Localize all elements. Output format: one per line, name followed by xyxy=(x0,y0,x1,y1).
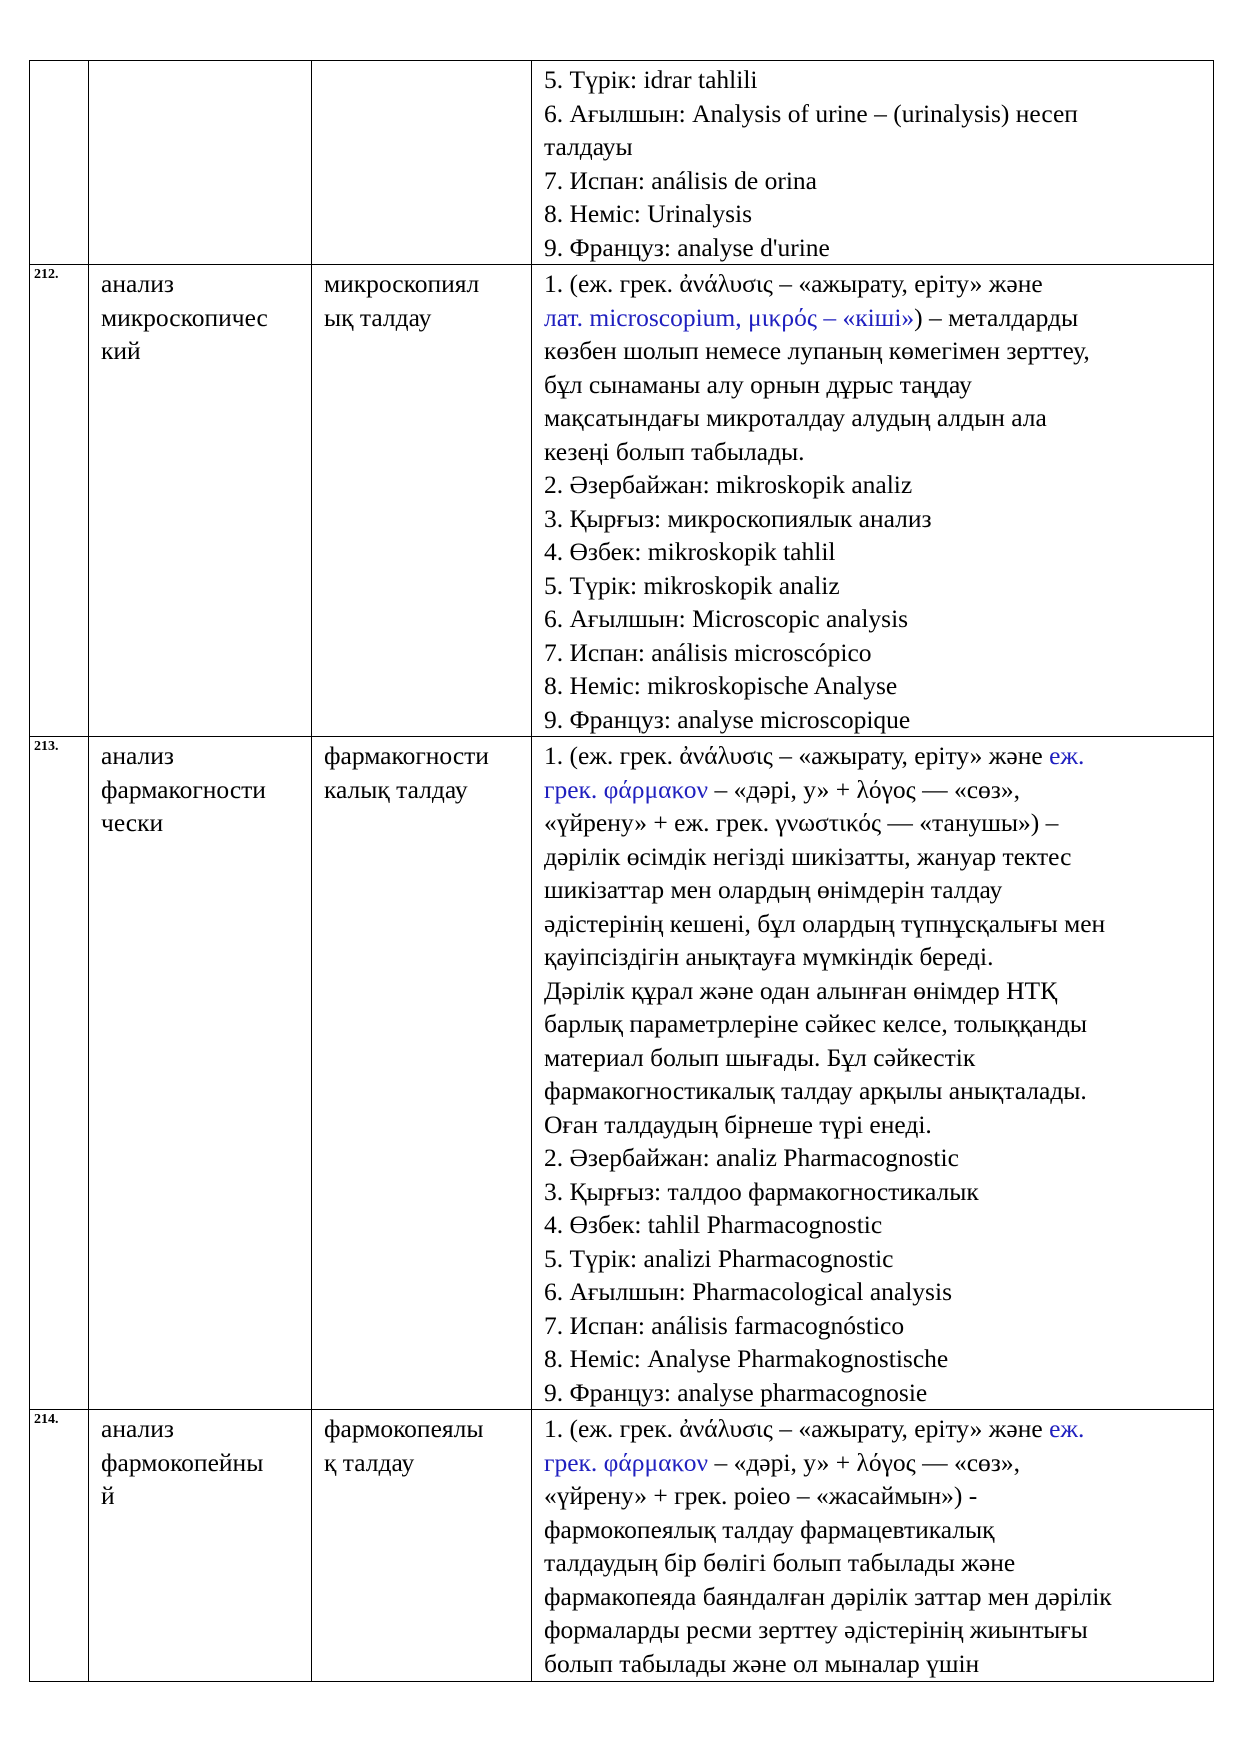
russian-term xyxy=(89,61,312,265)
russian-term-line: фармакогности xyxy=(101,774,266,804)
definition-line: шикізаттар мен олардың өнімдерін талдау xyxy=(544,875,1003,904)
definition-line: бұл сынаманы алу орнын дұрыс таңдау xyxy=(544,369,972,399)
definition-line: материал болып шығады. Бұл сәйкестік xyxy=(544,1042,976,1072)
definition-line: кезеңі болып табылады. xyxy=(544,436,805,466)
kazakh-term-line: калық талдау xyxy=(324,774,468,804)
definition-line: 8. Неміс: Analyse Pharmakognostische xyxy=(544,1344,949,1373)
definition-text: 1. (еж. грек. ἀνάλυσις – «ажырату, еріту» және xyxy=(544,1414,1050,1443)
etymology-link[interactable]: грек. φάρμακον xyxy=(544,774,709,804)
definition-line: 7. Испан: análisis de orina xyxy=(544,165,818,195)
definition-line: талдаудың бір бөлігі болып табылады және xyxy=(544,1548,1016,1577)
definition-line: 6. Ағылшын: Analysis of urine – (urinalysis) несеп xyxy=(544,98,1078,128)
definition-line: көзбен шолып немесе лупаның көмегімен зерттеу, xyxy=(544,336,1090,365)
table-row xyxy=(30,1410,1214,1682)
definition-line: 9. Француз: analyse microscopique xyxy=(544,704,911,734)
etymology-link[interactable]: еж. xyxy=(1049,1414,1085,1443)
russian-term xyxy=(89,737,312,1410)
kazakh-term xyxy=(312,737,532,1410)
definition-line: 5. Түрік: idrar tahlili xyxy=(544,65,758,94)
definition-line xyxy=(544,1446,1207,1480)
definition-line: 6. Ағылшын: Pharmacological analysis xyxy=(544,1277,952,1306)
definition-line: 3. Қырғыз: микроскопиялык анализ xyxy=(544,503,932,533)
definition-line: фармокопеялық талдау фармацевтикалық xyxy=(544,1514,995,1544)
russian-term-line: анализ xyxy=(101,741,174,770)
entry-number: 214. xyxy=(30,1410,89,1682)
definition-line: фармакогностикалық талдау арқылы анықталады. xyxy=(544,1076,1087,1105)
definition-text: – «дәрі, у» + λόγος — «сөз», xyxy=(708,1447,1020,1477)
russian-term-line: анализ xyxy=(101,269,174,298)
entry-number xyxy=(30,61,89,265)
definition-line: талдауы xyxy=(544,132,633,161)
russian-term-line: й xyxy=(101,1481,115,1510)
definition-line xyxy=(544,1412,1207,1446)
definition-line: дәрілік өсімдік негізді шикізатты, жануар тектес xyxy=(544,841,1072,871)
definition-line: «үйрену» + грек. poieo – «жасаймын») - xyxy=(544,1481,978,1510)
kazakh-term xyxy=(312,1410,532,1682)
definition-line: Дәрілік құрал және одан алынған өнімдер НТҚ xyxy=(544,975,1058,1005)
kazakh-term-line: фармокопеялы xyxy=(324,1414,484,1443)
definition-line: «үйрену» + еж. грек. γνωστικός — «танушы») – xyxy=(544,808,1059,837)
etymology-link[interactable]: еж. xyxy=(1049,741,1085,770)
russian-term xyxy=(89,1410,312,1682)
definition-line: 3. Қырғыз: талдоо фармакогностикалык xyxy=(544,1176,979,1206)
russian-term-line: микроскопичес xyxy=(101,302,268,332)
russian-term-line: анализ xyxy=(101,1414,174,1443)
definition-line: фармакопеяда баяндалған дәрілік заттар мен дәрілік xyxy=(544,1581,1112,1611)
definition-line: 2. Әзербайжан: analiz Pharmacognostic xyxy=(544,1143,959,1172)
definition-line: 5. Түрік: analizi Pharmacognostic xyxy=(544,1243,894,1273)
definition-text: ) – металдарды xyxy=(914,302,1079,332)
definition-line: қауіпсіздігін анықтауға мүмкіндік береді. xyxy=(544,942,994,971)
russian-term-line: кий xyxy=(101,336,141,365)
kazakh-term-line: ық талдау xyxy=(324,302,432,332)
definition-line: 8. Неміс: mikroskopische Analyse xyxy=(544,671,898,700)
definition-line: әдістерінің кешені, бұл олардың түпнұсқалығы мен xyxy=(544,908,1106,938)
definition-line: 9. Француз: analyse pharmacognosie xyxy=(544,1377,928,1407)
definition-line: формаларды ресми зерттеу әдістерінің жиынтығы xyxy=(544,1615,1088,1644)
definition xyxy=(532,1410,1214,1682)
definition-line: 9. Француз: analyse d'urine xyxy=(544,232,830,262)
definition-line: 1. (еж. грек. ἀνάλυσις – «ажырату, еріту» және xyxy=(544,269,1043,298)
definition-line: 7. Испан: análisis farmacognóstico xyxy=(544,1310,905,1340)
definition xyxy=(532,265,1214,737)
kazakh-term-line: фармакогности xyxy=(324,741,489,770)
kazakh-term-line: микроскопиял xyxy=(324,269,480,298)
definition-line: 2. Әзербайжан: mikroskopik analiz xyxy=(544,470,913,499)
definition-text: – «дәрі, у» + λόγος — «сөз», xyxy=(708,774,1020,804)
definition xyxy=(532,61,1214,265)
definition-line: 7. Испан: análisis microscópico xyxy=(544,637,872,667)
definition-line xyxy=(544,773,1207,807)
definition-line: мақсатындағы микроталдау алудың алдын ала xyxy=(544,403,1047,432)
definition-line: 5. Түрік: mikroskopik analiz xyxy=(544,570,840,600)
etymology-link[interactable]: лат. microscopium, μικρός – «кіші» xyxy=(544,302,915,332)
definition-line: Оған талдаудың бірнеше түрі енеді. xyxy=(544,1109,932,1139)
table-row xyxy=(30,265,1214,737)
definition-line xyxy=(544,739,1207,773)
etymology-link[interactable]: грек. φάρμακον xyxy=(544,1447,709,1477)
definition xyxy=(532,737,1214,1410)
definition-line: 4. Өзбек: tahlil Pharmacognostic xyxy=(544,1210,883,1239)
kazakh-term xyxy=(312,61,532,265)
kazakh-term xyxy=(312,265,532,737)
definition-line: болып табылады және ол мыналар үшін xyxy=(544,1648,980,1678)
definition-line xyxy=(544,301,1207,335)
terminology-table xyxy=(29,60,1214,1682)
russian-term-line: фармокопейны xyxy=(101,1447,264,1477)
russian-term xyxy=(89,265,312,737)
entry-number: 212. xyxy=(30,265,89,737)
definition-line: 4. Өзбек: mikroskopik tahlil xyxy=(544,537,836,566)
definition-line: барлық параметрлеріне сәйкес келсе, толыққанды xyxy=(544,1009,1088,1038)
table-row xyxy=(30,61,1214,265)
table-row xyxy=(30,737,1214,1410)
russian-term-line: чески xyxy=(101,808,164,837)
definition-text: 1. (еж. грек. ἀνάλυσις – «ажырату, еріту» және xyxy=(544,741,1050,770)
definition-line: 8. Неміс: Urinalysis xyxy=(544,199,753,228)
definition-line: 6. Ағылшын: Microscopic analysis xyxy=(544,604,909,633)
entry-number: 213. xyxy=(30,737,89,1410)
kazakh-term-line: қ талдау xyxy=(324,1447,415,1477)
